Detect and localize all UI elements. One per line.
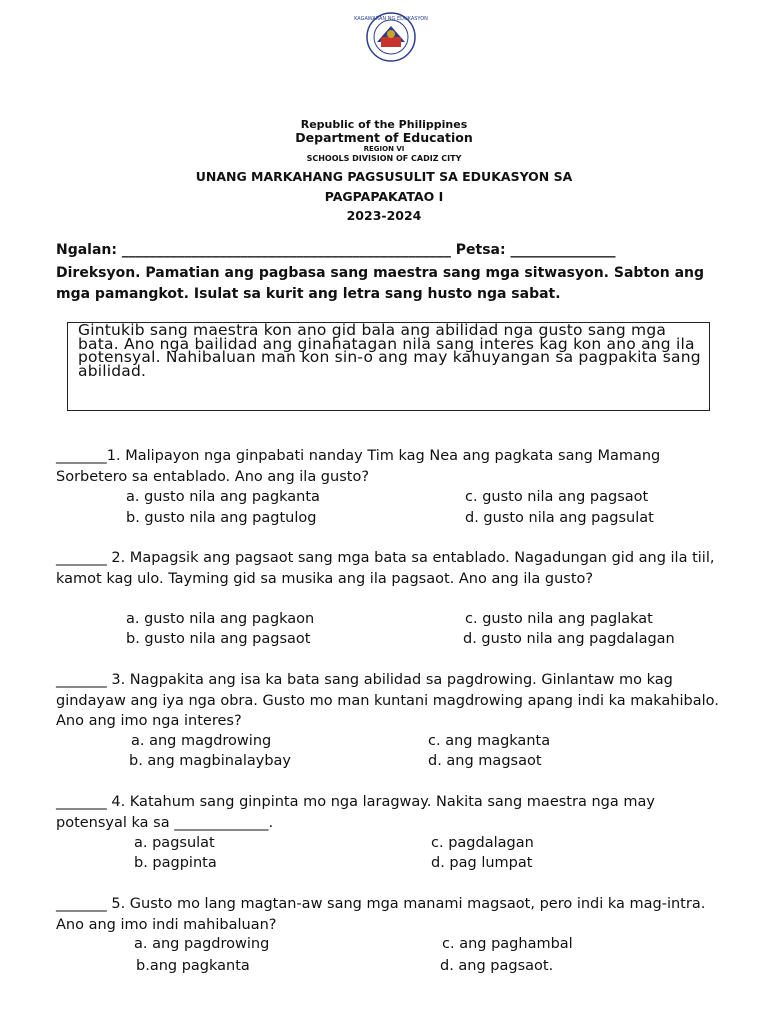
- question-3-option-d: d. ang magsaot: [428, 753, 542, 769]
- question-3-option-c: c. ang magkanta: [428, 733, 551, 749]
- region-line: REGION VI: [363, 145, 405, 153]
- date-blank[interactable]: _______________: [510, 242, 616, 258]
- name-label: Ngalan:: [56, 242, 117, 258]
- name-date-row: [56, 242, 615, 258]
- question-4-option-c: c. pagdalagan: [431, 835, 534, 851]
- question-4-option-b: b. pagpinta: [134, 855, 217, 871]
- question-3-option-b: b. ang magbinalaybay: [129, 753, 291, 769]
- directions: Direksyon. Pamatian ang pagbasa sang maestra sang mga sitwasyon. Sabton ang mga pamangkot. Isulat sa kurit ang letra sang husto nga sabat.: [56, 265, 705, 302]
- republic-line: Republic of the Philippines: [300, 118, 468, 131]
- exam-title-line1: UNANG MARKAHANG PAGSUSULIT SA EDUKASYON SA: [195, 169, 573, 184]
- question-4: _______ 4. Katahum sang ginpinta mo nga laragway. Nakita sang maestra nga may potensyal ka sa _____________.: [56, 794, 655, 831]
- question-2-option-c: c. gusto nila ang paglakat: [465, 611, 653, 627]
- question-5-option-d: d. ang pagsaot.: [440, 958, 554, 974]
- question-1-option-a: a. gusto nila ang pagkanta: [126, 489, 320, 505]
- question-1-option-b: b. gusto nila ang pagtulog: [126, 510, 317, 526]
- question-5-option-a: a. ang pagdrowing: [134, 936, 270, 952]
- deped-seal-logo: [350, 12, 432, 62]
- division-line: SCHOOLS DIVISION OF CADIZ CITY: [306, 154, 462, 163]
- question-2-option-a: a. gusto nila ang pagkaon: [126, 611, 315, 627]
- question-5: _______ 5. Gusto mo lang magtan-aw sang mga manami magsaot, pero indi ka mag-intra. Ano ang imo indi mahibaluan?: [56, 896, 706, 933]
- question-4-option-d: d. pag lumpat: [431, 855, 533, 871]
- situation-box: [67, 322, 710, 411]
- name-blank[interactable]: _______________________________________________: [121, 242, 451, 258]
- question-2-option-d: d. gusto nila ang pagdalagan: [463, 631, 675, 647]
- date-label: Petsa:: [455, 242, 506, 258]
- svg-text:KAGAWARAN NG EDUKASYON: KAGAWARAN NG EDUKASYON: [354, 16, 428, 22]
- question-5-option-c: c. ang paghambal: [442, 936, 573, 952]
- question-5-option-b: b.ang pagkanta: [136, 958, 250, 974]
- question-2-option-b: b. gusto nila ang pagsaot: [126, 631, 311, 647]
- question-1: _______1. Malipayon nga ginpabati nanday Tim kag Nea ang pagkata sang Mamang Sorbetero sa entablado. Ano ang ila gusto?: [56, 448, 661, 485]
- question-1-option-d: d. gusto nila ang pagsulat: [465, 510, 654, 526]
- question-3: _______ 3. Nagpakita ang isa ka bata sang abilidad sa pagdrowing. Ginlantaw mo kag gindayaw ang iya nga obra. Gusto mo man kuntani magdrowing apang indi ka makahibalo. Ano ang imo nga interes?: [56, 672, 719, 729]
- question-1-option-c: c. gusto nila ang pagsaot: [465, 489, 649, 505]
- department-line: Department of Education: [295, 130, 473, 145]
- question-3-option-a: a. ang magdrowing: [131, 733, 272, 749]
- school-year: 2023-2024: [346, 208, 422, 223]
- situation-text: Gintukib sang maestra kon ano gid bala ang abilidad nga gusto sang mga bata. Ano nga bailidad ang ginahatagan nila sang interes kag kon ano ang ila potensyal. Nahibaluan man kon sin-o ang may kahuyangan sa pagpakita sang abilidad.: [78, 321, 701, 380]
- exam-title-line2: PAGPAPAKATAO I: [324, 189, 444, 204]
- question-2: _______ 2. Mapagsik ang pagsaot sang mga bata sa entablado. Nagadungan gid ang ila tiil, kamot kag ulo. Tayming gid sa musika ang ila pagsaot. Ano ang ila gusto?: [56, 550, 715, 587]
- question-4-option-a: a. pagsulat: [134, 835, 215, 851]
